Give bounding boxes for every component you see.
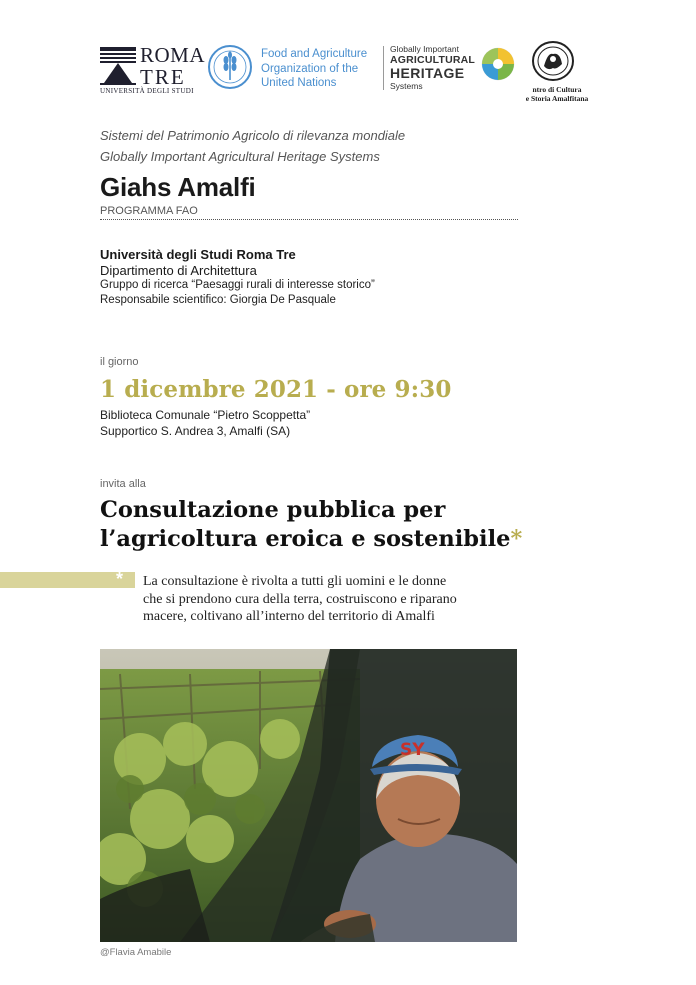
roma-tre-sub: UNIVERSITÀ DEGLI STUDI — [100, 87, 194, 95]
giahs-line2: AGRICULTURAL — [390, 54, 476, 66]
fao-logo — [207, 44, 377, 94]
invitation-heading — [100, 496, 522, 554]
fao-wheat-icon — [207, 44, 253, 90]
centro-cultura-logo — [518, 40, 596, 105]
day-label: il giorno — [100, 356, 139, 368]
logo-divider — [383, 46, 384, 90]
heading-line1: Consultazione pubblica per — [100, 497, 446, 523]
giahs-line1: Globally Important — [390, 44, 459, 54]
research-group: Gruppo di ricerca “Paesaggi rurali di interesse storico” — [100, 279, 375, 291]
roma-tre-emblem-icon — [100, 47, 136, 85]
event-datetime: 1 dicembre 2021 - ore 9:30 — [100, 376, 452, 403]
scientific-responsible: Responsabile scientifico: Giorgia De Pasquale — [100, 294, 336, 306]
giahs-globe-icon — [480, 46, 516, 82]
heading-asterisk: * — [510, 526, 523, 552]
description-line2: che si prendono cura della terra, costruiscono e riparano — [143, 591, 457, 607]
accent-stripe — [0, 572, 135, 588]
stripe-asterisk: * — [116, 569, 124, 589]
photo-credit: @Flavia Amabile — [100, 947, 172, 958]
dotted-divider — [100, 219, 518, 220]
page-title: Giahs Amalfi — [100, 172, 256, 202]
invitation-description — [143, 573, 457, 626]
centro-line2: e Storia Amalfitana — [525, 94, 589, 103]
roma-tre-line2: TRE — [140, 65, 186, 89]
subtitle-english: Globally Important Agricultural Heritage Systems — [100, 149, 380, 164]
giahs-logo — [390, 44, 520, 94]
farmer-photo-illustration — [100, 649, 517, 942]
event-venue: Biblioteca Comunale “Pietro Scoppetta” — [100, 408, 311, 422]
heading-line2: l’agricoltura eroica e sostenibile — [100, 526, 511, 552]
roma-tre-logo — [100, 43, 206, 96]
subtitle-italian: Sistemi del Patrimonio Agricolo di rilevanza mondiale — [100, 128, 406, 143]
fao-line1: Food and Agriculture — [261, 48, 368, 60]
centro-line1: ntro di Cultura — [532, 85, 582, 94]
roma-tre-line1: ROMA — [140, 43, 206, 67]
centro-seal-icon — [530, 40, 576, 82]
giahs-line4: Systems — [390, 81, 423, 91]
description-line3: macere, coltivano all’interno del territorio di Amalfi — [143, 609, 435, 624]
event-address: Supportico S. Andrea 3, Amalfi (SA) — [100, 424, 291, 438]
department-name: Dipartimento di Architettura — [100, 263, 257, 278]
fao-line3: United Nations — [261, 77, 337, 89]
program-label: PROGRAMMA FAO — [100, 205, 198, 217]
farmer-photo — [100, 649, 517, 942]
invitation-intro: invita alla — [100, 478, 146, 490]
university-name: Università degli Studi Roma Tre — [100, 247, 296, 262]
fao-line2: Organization of the — [261, 62, 359, 75]
giahs-line3: HERITAGE — [390, 65, 465, 81]
description-line1: La consultazione è rivolta a tutti gli uomini e le donne — [143, 574, 447, 589]
cap-text: SY — [400, 740, 425, 760]
